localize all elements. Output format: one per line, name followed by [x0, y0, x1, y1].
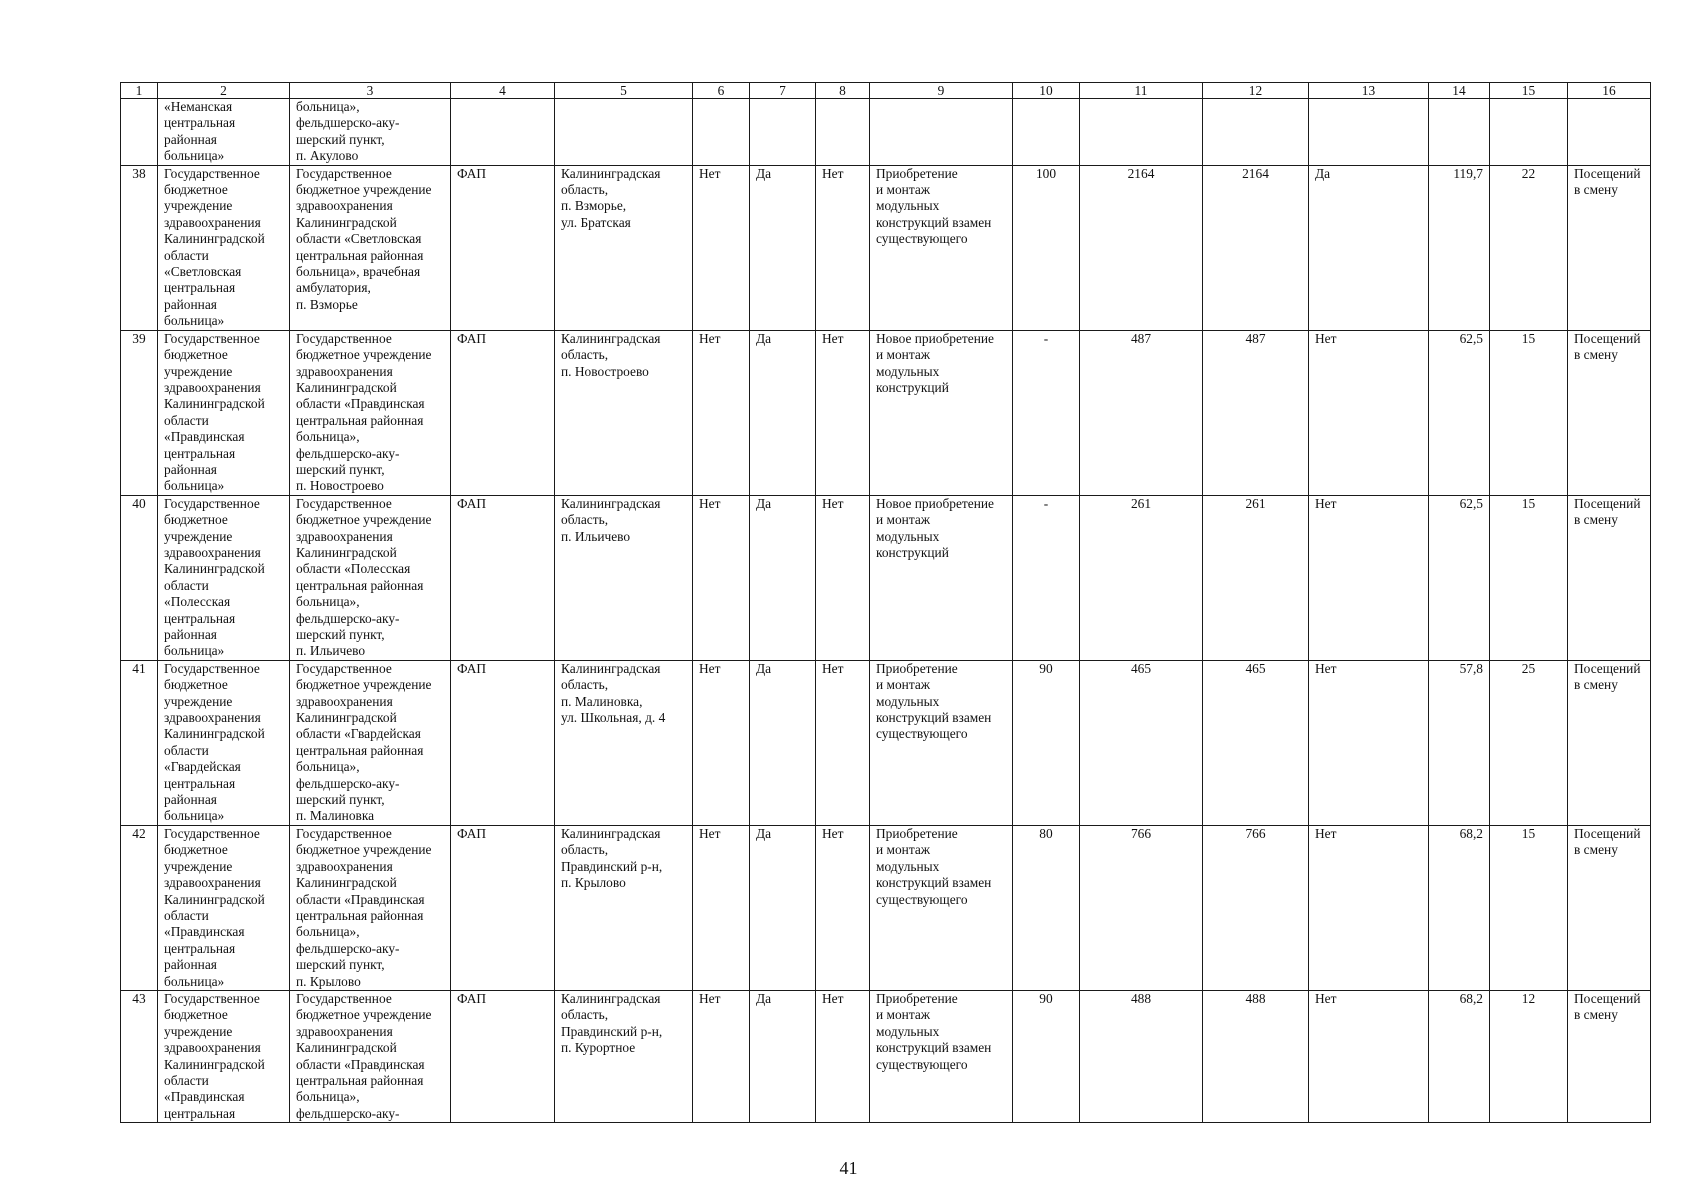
value-cell-14: 62,5 [1429, 330, 1490, 495]
organization-cell: «Неманская центральная районная больница» [158, 99, 290, 166]
value-cell-11: 488 [1080, 990, 1203, 1122]
flag-cell-13: Нет [1309, 825, 1429, 990]
value-cell-15: 22 [1490, 165, 1568, 330]
flag-cell-8: Нет [816, 330, 870, 495]
flag-cell-6: Нет [693, 330, 750, 495]
value-cell-14: 62,5 [1429, 495, 1490, 660]
unit-cell: Посещений в смену [1568, 825, 1651, 990]
row-number: 42 [121, 825, 158, 990]
address-cell: Калининградская область, п. Малиновка, ул. Школьная, д. 4 [555, 660, 693, 825]
value-cell-11: 766 [1080, 825, 1203, 990]
column-header: 6 [693, 83, 750, 99]
page-number: 41 [839, 1158, 858, 1178]
value-cell-12: 465 [1203, 660, 1309, 825]
row-number: 38 [121, 165, 158, 330]
value-cell-12: 261 [1203, 495, 1309, 660]
value-cell-11: 2164 [1080, 165, 1203, 330]
organization-cell: Государственное бюджетное учреждение здравоохранения Калининградской области «Гвардейская центральная районная больница» [158, 660, 290, 825]
value-cell-14: 119,7 [1429, 165, 1490, 330]
address-cell: Калининградская область, п. Ильичево [555, 495, 693, 660]
value-cell-15: 25 [1490, 660, 1568, 825]
row-number: 43 [121, 990, 158, 1122]
value-cell-10: 100 [1013, 165, 1080, 330]
action-cell: Приобретение и монтаж модульных конструкций взамен существующего [870, 825, 1013, 990]
column-header: 12 [1203, 83, 1309, 99]
value-cell-12: 766 [1203, 825, 1309, 990]
flag-cell-7: Да [750, 495, 816, 660]
value-cell-12: 488 [1203, 990, 1309, 1122]
facility-type-cell: ФАП [451, 660, 555, 825]
value-cell-10: 80 [1013, 825, 1080, 990]
flag-cell-7: Да [750, 990, 816, 1122]
column-header: 16 [1568, 83, 1651, 99]
flag-cell-13 [1309, 99, 1429, 166]
flag-cell-7 [750, 99, 816, 166]
flag-cell-8: Нет [816, 495, 870, 660]
facility-cell: Государственное бюджетное учреждение здравоохранения Калининградской области «Полесская центральная районная больница», фельдшерско-аку- шерский пункт, п. Ильичево [290, 495, 451, 660]
facility-type-cell [451, 99, 555, 166]
row-number [121, 99, 158, 166]
flag-cell-6: Нет [693, 495, 750, 660]
value-cell-15 [1490, 99, 1568, 166]
flag-cell-7: Да [750, 825, 816, 990]
value-cell-12: 487 [1203, 330, 1309, 495]
row-number: 41 [121, 660, 158, 825]
address-cell: Калининградская область, п. Взморье, ул. Братская [555, 165, 693, 330]
flag-cell-13: Нет [1309, 990, 1429, 1122]
flag-cell-13: Да [1309, 165, 1429, 330]
value-cell-10 [1013, 99, 1080, 166]
flag-cell-8: Нет [816, 825, 870, 990]
value-cell-14: 68,2 [1429, 825, 1490, 990]
column-header: 3 [290, 83, 451, 99]
unit-cell [1568, 99, 1651, 166]
value-cell-15: 15 [1490, 330, 1568, 495]
table-body [121, 99, 1651, 1123]
column-header: 2 [158, 83, 290, 99]
action-cell: Приобретение и монтаж модульных конструкций взамен существующего [870, 660, 1013, 825]
value-cell-10: - [1013, 495, 1080, 660]
flag-cell-6 [693, 99, 750, 166]
flag-cell-6: Нет [693, 990, 750, 1122]
value-cell-14: 57,8 [1429, 660, 1490, 825]
organization-cell: Государственное бюджетное учреждение здравоохранения Калининградской области «Правдинская центральная [158, 990, 290, 1122]
value-cell-10: - [1013, 330, 1080, 495]
organization-cell: Государственное бюджетное учреждение здравоохранения Калининградской области «Полесская центральная районная больница» [158, 495, 290, 660]
column-header: 1 [121, 83, 158, 99]
address-cell: Калининградская область, Правдинский р-н, п. Крылово [555, 825, 693, 990]
table-row [121, 495, 1651, 660]
flag-cell-8: Нет [816, 660, 870, 825]
flag-cell-8: Нет [816, 165, 870, 330]
row-number: 39 [121, 330, 158, 495]
table-row [121, 825, 1651, 990]
facility-cell: Государственное бюджетное учреждение здравоохранения Калининградской области «Правдинская центральная районная больница», фельдшерско-аку- шерский пункт, п. Новостроево [290, 330, 451, 495]
column-header: 11 [1080, 83, 1203, 99]
column-header: 9 [870, 83, 1013, 99]
column-number-row [121, 83, 1651, 99]
flag-cell-13: Нет [1309, 660, 1429, 825]
table-row [121, 165, 1651, 330]
unit-cell: Посещений в смену [1568, 165, 1651, 330]
flag-cell-7: Да [750, 165, 816, 330]
action-cell [870, 99, 1013, 166]
facilities-table [120, 82, 1651, 1123]
table-row [121, 99, 1651, 166]
facility-cell: Государственное бюджетное учреждение здравоохранения Калининградской области «Правдинская центральная районная больница», фельдшерско-аку- шерский пункт, п. Крылово [290, 825, 451, 990]
column-header: 10 [1013, 83, 1080, 99]
flag-cell-8 [816, 99, 870, 166]
value-cell-10: 90 [1013, 660, 1080, 825]
table-row [121, 660, 1651, 825]
value-cell-11: 261 [1080, 495, 1203, 660]
facility-type-cell: ФАП [451, 495, 555, 660]
flag-cell-6: Нет [693, 660, 750, 825]
column-header: 8 [816, 83, 870, 99]
action-cell: Новое приобретение и монтаж модульных конструкций [870, 495, 1013, 660]
column-header: 4 [451, 83, 555, 99]
value-cell-10: 90 [1013, 990, 1080, 1122]
unit-cell: Посещений в смену [1568, 990, 1651, 1122]
value-cell-15: 15 [1490, 825, 1568, 990]
flag-cell-13: Нет [1309, 495, 1429, 660]
unit-cell: Посещений в смену [1568, 660, 1651, 825]
flag-cell-7: Да [750, 660, 816, 825]
organization-cell: Государственное бюджетное учреждение здравоохранения Калининградской области «Светловская центральная районная больница» [158, 165, 290, 330]
value-cell-15: 12 [1490, 990, 1568, 1122]
unit-cell: Посещений в смену [1568, 330, 1651, 495]
value-cell-11: 487 [1080, 330, 1203, 495]
column-header: 14 [1429, 83, 1490, 99]
flag-cell-7: Да [750, 330, 816, 495]
facility-type-cell: ФАП [451, 330, 555, 495]
value-cell-14 [1429, 99, 1490, 166]
organization-cell: Государственное бюджетное учреждение здравоохранения Калининградской области «Правдинская центральная районная больница» [158, 330, 290, 495]
column-header: 15 [1490, 83, 1568, 99]
column-header: 5 [555, 83, 693, 99]
address-cell [555, 99, 693, 166]
value-cell-14: 68,2 [1429, 990, 1490, 1122]
row-number: 40 [121, 495, 158, 660]
facility-cell: Государственное бюджетное учреждение здравоохранения Калининградской области «Правдинская центральная районная больница», фельдшерско-аку- [290, 990, 451, 1122]
address-cell: Калининградская область, Правдинский р-н, п. Курортное [555, 990, 693, 1122]
flag-cell-13: Нет [1309, 330, 1429, 495]
table-row [121, 990, 1651, 1122]
flag-cell-8: Нет [816, 990, 870, 1122]
facility-type-cell: ФАП [451, 990, 555, 1122]
action-cell: Приобретение и монтаж модульных конструкций взамен существующего [870, 165, 1013, 330]
facility-cell: Государственное бюджетное учреждение здравоохранения Калининградской области «Светловская центральная районная больница», врачебная амбулатория, п. Взморье [290, 165, 451, 330]
facility-type-cell: ФАП [451, 825, 555, 990]
facility-cell: Государственное бюджетное учреждение здравоохранения Калининградской области «Гвардейская центральная районная больница», фельдшерско-аку- шерский пункт, п. Малиновка [290, 660, 451, 825]
value-cell-11 [1080, 99, 1203, 166]
value-cell-11: 465 [1080, 660, 1203, 825]
value-cell-12: 2164 [1203, 165, 1309, 330]
value-cell-15: 15 [1490, 495, 1568, 660]
action-cell: Приобретение и монтаж модульных конструкций взамен существующего [870, 990, 1013, 1122]
column-header: 13 [1309, 83, 1429, 99]
column-header: 7 [750, 83, 816, 99]
value-cell-12 [1203, 99, 1309, 166]
organization-cell: Государственное бюджетное учреждение здравоохранения Калининградской области «Правдинская центральная районная больница» [158, 825, 290, 990]
facility-cell: больница», фельдшерско-аку- шерский пункт, п. Акулово [290, 99, 451, 166]
unit-cell: Посещений в смену [1568, 495, 1651, 660]
table-row [121, 330, 1651, 495]
action-cell: Новое приобретение и монтаж модульных конструкций [870, 330, 1013, 495]
flag-cell-6: Нет [693, 165, 750, 330]
flag-cell-6: Нет [693, 825, 750, 990]
facility-type-cell: ФАП [451, 165, 555, 330]
address-cell: Калининградская область, п. Новостроево [555, 330, 693, 495]
